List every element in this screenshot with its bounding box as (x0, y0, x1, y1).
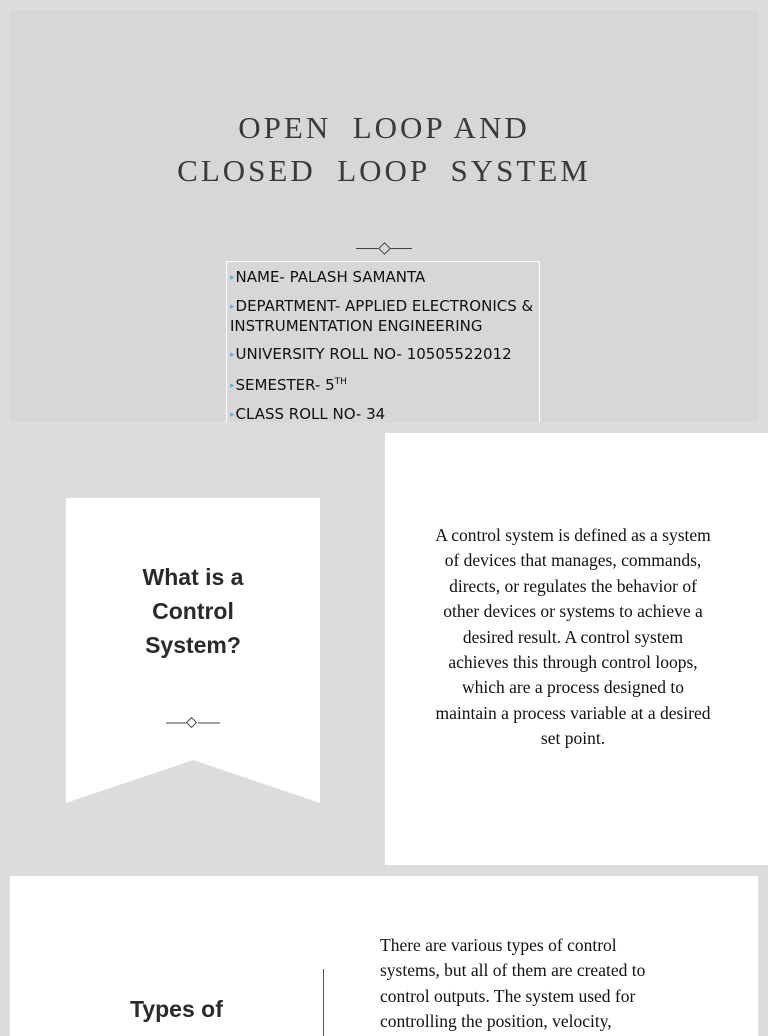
slide-heading: What is a Control System? (142, 564, 244, 658)
presentation-title (10, 106, 758, 192)
bullet-icon: ▸ (230, 409, 235, 420)
types-slide (10, 876, 758, 1036)
definition-text: A control system is defined as a system of devices that manages, commands, directs, or regulates the behavior of other devices or systems to achieve a desired result. A control system achieves this through control loops, which are a process designed to maintain a process variable at a desired set point. (435, 525, 711, 749)
bullet-icon: ▸ (230, 381, 235, 391)
info-department: ▸DEPARTMENT- APPLIED ELECTRONICS & INSTRUMENTATION ENGINEERING (230, 296, 534, 335)
bullet-icon: ▸ (230, 273, 235, 283)
bullet-icon: ▸ (230, 301, 235, 312)
info-semester: ▸SEMESTER- 5TH (230, 376, 347, 394)
title-line-2: CLOSED LOOP SYSTEM (177, 153, 591, 188)
title-slide (10, 10, 758, 422)
types-text: There are various types of control systems, but all of them are created to control outputs. The system used for controlling the position, velocity, (380, 935, 646, 1032)
slide-heading: Types of (130, 996, 223, 1022)
title-line-1: OPEN LOOP AND (238, 110, 530, 145)
info-name: ▸NAME- PALASH SAMANTA (230, 268, 426, 286)
bullet-icon: ▸ (230, 349, 235, 360)
vertical-divider (323, 969, 324, 1036)
info-university-roll: ▸UNIVERSITY ROLL NO- 10505522012 (230, 344, 512, 363)
info-class-roll: ▸CLASS ROLL NO- 34 (230, 404, 386, 422)
left-panel (0, 433, 385, 865)
semester-suffix: TH (334, 377, 347, 387)
author-info-box (226, 261, 540, 422)
divider-ornament-icon (356, 243, 412, 255)
heading-banner (66, 498, 320, 803)
definition-slide (0, 433, 768, 865)
